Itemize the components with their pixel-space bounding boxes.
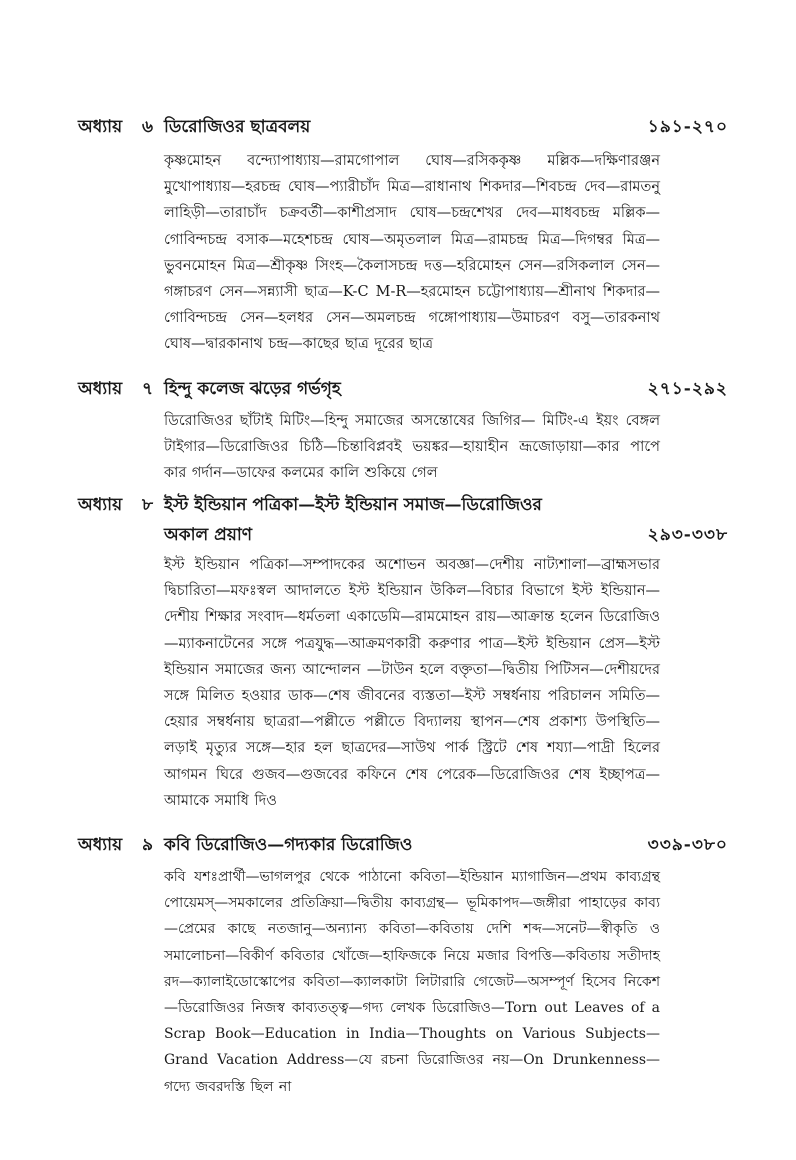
chapter-label: অধ্যায় bbox=[78, 495, 123, 515]
chapter-heading bbox=[78, 490, 728, 550]
chapter-number: ৬ bbox=[142, 117, 154, 137]
chapter-summary: ইস্ট ইন্ডিয়ান পত্রিকা—সম্পাদকের অশোভন অবজ্ঞা—দেশীয় নাট্যশালা—ব্রাহ্মসভার দ্বিচারিতা—মফঃস্বল আদালতে ইস্ট ইন্ডিয়ান উকিল—বিচার বিভাগে ইস্ট ইন্ডিয়ান—দেশীয় শিক্ষার সংবাদ—ধর্মতলা একাডেমি—রামমোহন রায়—আক্রান্ত হলেন ডিরোজিও—ম্যাকনাটেনের সঙ্গে পত্রযুদ্ধ—আক্রমণকারী করুণার পাত্র—ইস্ট ইন্ডিয়ান প্রেস—ইস্ট ইন্ডিয়ান সমাজের জন্য আন্দোলন —টাউন হলে বক্তৃতা—দ্বিতীয় পিটিসন—দেশীয়দের সঙ্গে মিলিত হওয়ার ডাক—শেষ জীবনের ব্যস্ততা—ইস্ট সম্বর্ধনায় পরিচালন সমিতি—হেয়ার সম্বর্ধনায় ছাত্ররা—পল্লীতে পল্লীতে বিদ্যালয় স্থাপন—শেষ প্রকাশ্য উপস্থিতি—লড়াই মৃত্যুর সঙ্গে—হার হল ছাত্রদের—সাউথ পার্ক স্ট্রিটে শেষ শয্যা—পাদ্রী হিলের আগমন ঘিরে গুজব—গুজবের কফিনে শেষ পেরেক—ডিরোজিওর শেষ ইচ্ছাপত্র—আমাকে সমাধি দিও bbox=[164, 557, 660, 809]
chapter-label: অধ্যায় bbox=[78, 117, 123, 137]
chapter-heading bbox=[78, 830, 728, 860]
chapter-7 bbox=[78, 374, 728, 487]
chapter-heading bbox=[78, 112, 728, 142]
chapter-heading bbox=[78, 374, 728, 404]
chapter-6 bbox=[78, 112, 728, 358]
chapter-title-continued: অকাল প্রয়াণ bbox=[164, 525, 253, 545]
chapter-title: ডিরোজিওর ছাত্রবলয় bbox=[164, 117, 311, 137]
chapter-title: কবি ডিরোজিও—গদ্যকার ডিরোজিও bbox=[164, 835, 413, 855]
chapter-label: অধ্যায় bbox=[78, 379, 123, 399]
chapter-title: হিন্দু কলেজ ঝড়ের গর্ভগৃহ bbox=[164, 379, 341, 399]
chapter-summary: ডিরোজিওর ছাঁটাই মিটিং—হিন্দু সমাজের অসন্তোষের জিগির— মিটিং-এ ইয়ং বেঙ্গল টাইগার—ডিরোজিওর চিঠি—চিন্তাবিপ্লবই ভয়ঙ্কর—হায়াহীন ভ্রূজোড়ায়া—কার পাপে কার গর্দান—ডাফের কলমের কালি শুকিয়ে গেল bbox=[164, 413, 660, 482]
chapter-summary: কবি যশঃপ্রার্থী—ভাগলপুর থেকে পাঠানো কবিতা—ইন্ডিয়ান ম্যাগাজিন—প্রথম কাব্যগ্রন্থ পোয়েমস্—সমকালের প্রতিক্রিয়া—দ্বিতীয় কাব্যগ্রন্থ— ভূমিকাপদ—জঙ্গীরা পাহাড়ের কাব্য—প্রেমের কাছে নতজানু—অন্যান্য কবিতা—কবিতায় দেশি শব্দ—সনেট—স্বীকৃতি ও সমালোচনা—বিকীর্ণ কবিতার খোঁজে—হাফিজকে নিয়ে মজার বিপত্তি—কবিতায় সতীদাহ রদ—ক্যালাইডোস্কোপের কবিতা—ক্যালকাটা লিটারারি গেজেট—অসম্পূর্ণ হিসেব নিকেশ—ডিরোজিওর নিজস্ব কাব্যতত্ত্ব—গদ্য লেখক ডিরোজিও—Torn out Leaves of a Scrap Book—Education in India—Thoughts on Various Subjects—Grand Vacation Address—যে রচনা ডিরোজিওর নয়—On Drunkenness—গদ্যে জবরদস্তি ছিল না bbox=[164, 869, 660, 1095]
chapter-9 bbox=[78, 830, 728, 1100]
chapter-summary: কৃষ্ণমোহন বন্দ্যোপাধ্যায়—রামগোপাল ঘোষ—রসিককৃষ্ণ মল্লিক—দক্ষিণারঞ্জন মুখোপাধ্যায়—হরচন্দ্র ঘোষ—প্যারীচাঁদ মিত্র—রাধানাথ শিকদার—শিবচন্দ্র দেব—রামতনু লাহিড়ী—তারাচাঁদ চক্রবর্তী—কাশীপ্রসাদ ঘোষ—চন্দ্রশেখর দেব—মাধবচন্দ্র মল্লিক—গোবিন্দচন্দ্র বসাক—মহেশচন্দ্র ঘোষ—অমৃতলাল মিত্র—রামচন্দ্র মিত্র—দিগম্বর মিত্র—ভুবনমোহন মিত্র—শ্রীকৃষ্ণ সিংহ—কৈলাসচন্দ্র দত্ত—হরিমোহন সেন—রসিকলাল সেন—গঙ্গাচরণ সেন—সন্ন্যাসী ছাত্র—K-C M-R—হরমোহন চট্টোপাধ্যায়—শ্রীনাথ শিকদার—গোবিন্দচন্দ্র সেন—হলধর সেন—অমলচন্দ্র গঙ্গোপাধ্যায়—উমাচরণ বসু—তারকনাথ ঘোষ—দ্বারকানাথ চন্দ্র—কাছের ছাত্র দূরের ছাত্র bbox=[164, 153, 660, 353]
chapter-title: ইস্ট ইন্ডিয়ান পত্রিকা—ইস্ট ইন্ডিয়ান সমাজ—ডিরোজিওর bbox=[164, 495, 542, 515]
chapter-page-range: ৩৩৯-৩৮০ bbox=[647, 835, 728, 855]
chapter-number: ৯ bbox=[142, 835, 154, 855]
chapter-number: ৮ bbox=[142, 495, 154, 515]
chapter-page-range: ২৭১-২৯২ bbox=[647, 379, 728, 399]
chapter-page-range: ২৯৩-৩৩৮ bbox=[647, 525, 728, 545]
chapter-page-range: ১৯১-২৭০ bbox=[647, 117, 728, 137]
chapter-8 bbox=[78, 490, 728, 814]
chapter-number: ৭ bbox=[142, 379, 154, 399]
chapter-label: অধ্যায় bbox=[78, 835, 123, 855]
